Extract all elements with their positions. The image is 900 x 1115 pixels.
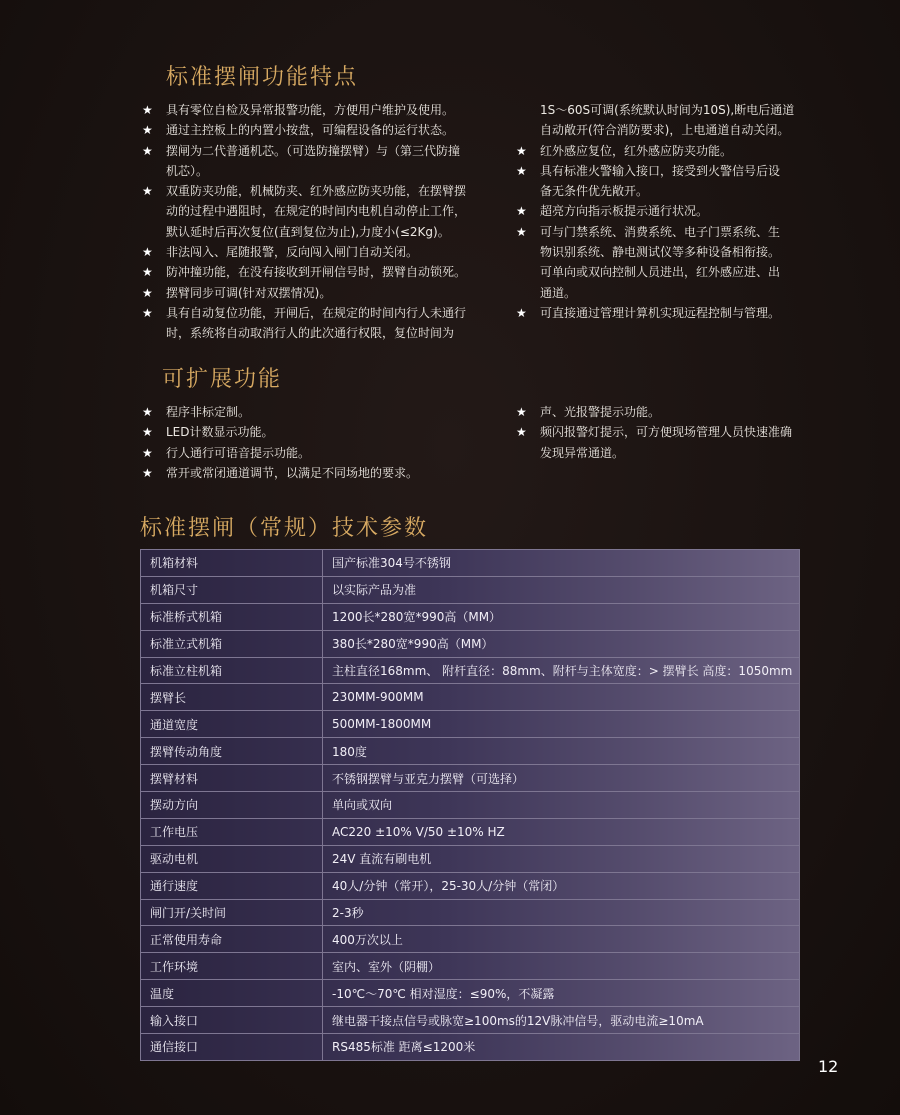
- feature-text: 通过主控板上的内置小按盘，可编程设备的运行状态。: [166, 123, 455, 138]
- feature-item: [516, 222, 806, 242]
- feature-text: 发现异常通道。: [540, 445, 625, 460]
- star-icon: ★: [516, 163, 527, 178]
- spec-value: 230MM-900MM: [323, 684, 800, 711]
- spec-value: 国产标准304号不锈钢: [323, 550, 800, 577]
- feature-text: 具有自动复位功能，开闸后，在规定的时间内行人未通行: [166, 305, 467, 320]
- spec-row: [141, 980, 800, 1007]
- feature-item: [516, 422, 806, 442]
- feature-text: 摆闸为二代普通机芯。（可选防撞摆臂）与（第三代防撞: [166, 143, 461, 158]
- spec-row: [141, 953, 800, 980]
- star-icon: ★: [516, 405, 527, 419]
- spec-row: [141, 738, 800, 765]
- feature-text: 双重防夹功能，机械防夹、红外感应防夹功能，在摆臂摆: [166, 184, 467, 199]
- spec-row: [141, 550, 800, 577]
- spec-row: [141, 630, 800, 657]
- spec-value: 以实际产品为准: [323, 576, 800, 603]
- feature-item: [142, 201, 512, 221]
- features-title: 标准摆闸功能特点: [166, 65, 359, 90]
- feature-item: [516, 262, 806, 282]
- feature-text: 可与门禁系统、消费系统、电子门票系统、生: [540, 224, 781, 239]
- feature-item: [142, 141, 512, 161]
- feature-item: [142, 120, 512, 140]
- spec-value: 24V 直流有刷电机: [323, 845, 800, 872]
- star-icon: ★: [142, 405, 153, 419]
- star-icon: ★: [142, 445, 153, 460]
- spec-key: 摆臂长: [141, 684, 323, 711]
- spec-row: [141, 711, 800, 738]
- spec-value: 室内、室外（阴棚）: [323, 953, 800, 980]
- feature-text: 默认延时后再次复位(直到复位为止),力度小(≤2Kg)。: [166, 224, 450, 239]
- feature-item: [516, 100, 806, 120]
- specs-title: 标准摆闸（常规）技术参数: [140, 516, 429, 541]
- feature-item: [516, 283, 806, 303]
- spec-value: AC220 ±10% V/50 ±10% HZ: [323, 818, 800, 845]
- feature-item: [516, 161, 806, 181]
- feature-item: [516, 201, 806, 221]
- feature-text: 可单向或双向控制人员进出，红外感应进、出: [540, 265, 781, 280]
- spec-value: 不锈钢摆臂与亚克力摆臂（可选择）: [323, 765, 800, 792]
- spec-value: 1200长*280宽*990高（MM）: [323, 603, 800, 630]
- feature-item: [516, 242, 806, 262]
- star-icon: ★: [142, 305, 153, 320]
- spec-key: 通信接口: [141, 1034, 323, 1061]
- star-icon: ★: [142, 285, 153, 300]
- extended-left-column: [142, 402, 512, 483]
- spec-key: 机箱尺寸: [141, 576, 323, 603]
- spec-value: 380长*280宽*990高（MM）: [323, 630, 800, 657]
- spec-row: [141, 926, 800, 953]
- star-icon: ★: [516, 204, 527, 219]
- feature-item: [142, 443, 512, 463]
- feature-text: 常开或常闭通道调节，以满足不同场地的要求。: [166, 465, 419, 480]
- feature-text: 行人通行可语音提示功能。: [166, 445, 311, 460]
- extended-right-list: [516, 402, 806, 463]
- features-right-column: [516, 100, 806, 323]
- spec-key: 通行速度: [141, 872, 323, 899]
- feature-text: 机芯）。: [166, 163, 209, 178]
- feature-item: [142, 262, 512, 282]
- features-left-list: [142, 100, 512, 344]
- feature-text: 1S～60S可调(系统默认时间为10S),断电后通道: [540, 103, 795, 117]
- feature-item: [142, 222, 512, 242]
- spec-row: [141, 899, 800, 926]
- spec-key: 温度: [141, 980, 323, 1007]
- spec-value: RS485标准 距离≤1200米: [323, 1034, 800, 1061]
- feature-text: 时，系统将自动取消行人的此次通行权限，复位时间为: [166, 326, 455, 341]
- feature-item: [142, 181, 512, 201]
- spec-value: 2-3秒: [323, 899, 800, 926]
- star-icon: ★: [142, 123, 153, 138]
- feature-item: [142, 303, 512, 323]
- feature-text: 超亮方向指示板提示通行状况。: [540, 204, 709, 219]
- feature-text: 非法闯入、尾随报警，反向闯入闸门自动关闭。: [166, 245, 419, 260]
- feature-text: LED计数显示功能。: [166, 425, 274, 440]
- spec-key: 机箱材料: [141, 550, 323, 577]
- spec-key: 驱动电机: [141, 845, 323, 872]
- spec-value: 500MM-1800MM: [323, 711, 800, 738]
- spec-value: 主柱直径168mm、 附杆直径：88mm、附杆与主体宽度：> 摆臂长 高度：1050mm: [323, 657, 800, 684]
- star-icon: ★: [142, 184, 153, 199]
- star-icon: ★: [516, 305, 527, 320]
- spec-value: 180度: [323, 738, 800, 765]
- spec-key: 工作环境: [141, 953, 323, 980]
- spec-row: [141, 792, 800, 819]
- spec-value: -10℃～70℃ 相对湿度：≤90%，不凝露: [323, 980, 800, 1007]
- spec-row: [141, 576, 800, 603]
- feature-item: [516, 443, 806, 463]
- spec-key: 标准立式机箱: [141, 630, 323, 657]
- features-left-column: [142, 100, 512, 344]
- extended-title: 可扩展功能: [162, 367, 283, 392]
- feature-item: [516, 303, 806, 323]
- feature-text: 摆臂同步可调(针对双摆情况)。: [166, 285, 332, 300]
- star-icon: ★: [516, 143, 527, 158]
- feature-text: 备无条件优先敞开。: [540, 184, 649, 199]
- extended-right-column: [516, 402, 806, 463]
- feature-text: 红外感应复位，红外感应防夹功能。: [540, 143, 733, 158]
- feature-text: 物识别系统、静电测试仪等多种设备相衔接。: [540, 245, 781, 260]
- spec-row: [141, 684, 800, 711]
- spec-row: [141, 1007, 800, 1034]
- spec-row: [141, 765, 800, 792]
- feature-text: 通道。: [540, 285, 577, 300]
- feature-text: 可直接通过管理计算机实现远程控制与管理。: [540, 305, 781, 320]
- spec-key: 标准立柱机箱: [141, 657, 323, 684]
- spec-key: 标准桥式机箱: [141, 603, 323, 630]
- feature-item: [516, 120, 806, 140]
- feature-text: 频闪报警灯提示，可方便现场管理人员快速准确: [540, 425, 793, 440]
- feature-item: [142, 100, 512, 120]
- spec-key: 通道宽度: [141, 711, 323, 738]
- star-icon: ★: [142, 425, 153, 440]
- star-icon: ★: [516, 425, 527, 440]
- feature-text: 具有标准火警输入接口，接受到火警信号后设: [540, 163, 781, 178]
- feature-text: 动的过程中遇阻时，在规定的时间内电机自动停止工作，: [166, 204, 467, 219]
- star-icon: ★: [516, 224, 527, 239]
- spec-value: 单向或双向: [323, 792, 800, 819]
- feature-item: [142, 323, 512, 343]
- feature-item: [142, 283, 512, 303]
- star-icon: ★: [142, 465, 153, 480]
- extended-left-list: [142, 402, 512, 483]
- spec-key: 摆臂传动角度: [141, 738, 323, 765]
- feature-item: [516, 181, 806, 201]
- spec-row: [141, 845, 800, 872]
- spec-value: 400万次以上: [323, 926, 800, 953]
- spec-value: 40人/分钟（常开），25-30人/分钟（常闭）: [323, 872, 800, 899]
- feature-text: 自动敞开(符合消防要求)，上电通道自动关闭。: [540, 123, 790, 138]
- star-icon: ★: [142, 143, 153, 158]
- feature-text: 程序非标定制。: [166, 405, 251, 419]
- feature-item: [142, 161, 512, 181]
- page-number: 12: [818, 1057, 839, 1076]
- spec-key: 输入接口: [141, 1007, 323, 1034]
- spec-key: 闸门开/关时间: [141, 899, 323, 926]
- feature-text: 声、光报警提示功能。: [540, 405, 661, 419]
- spec-row: [141, 603, 800, 630]
- feature-text: 具有零位自检及异常报警功能，方便用户维护及使用。: [166, 103, 455, 117]
- star-icon: ★: [142, 103, 153, 117]
- spec-key: 摆动方向: [141, 792, 323, 819]
- feature-item: [516, 141, 806, 161]
- spec-row: [141, 1034, 800, 1061]
- spec-value: 继电器干接点信号或脉宽≥100ms的12V脉冲信号，驱动电流≥10mA: [323, 1007, 800, 1034]
- star-icon: ★: [142, 245, 153, 260]
- feature-item: [516, 402, 806, 422]
- feature-item: [142, 402, 512, 422]
- feature-item: [142, 422, 512, 442]
- spec-key: 工作电压: [141, 818, 323, 845]
- spec-row: [141, 872, 800, 899]
- feature-item: [142, 463, 512, 483]
- features-right-list: [516, 100, 806, 323]
- spec-row: [141, 818, 800, 845]
- spec-key: 摆臂材料: [141, 765, 323, 792]
- feature-item: [142, 242, 512, 262]
- feature-text: 防冲撞功能，在没有接收到开闸信号时，摆臂自动锁死。: [166, 265, 467, 280]
- star-icon: ★: [142, 265, 153, 280]
- specs-table: [140, 549, 800, 1061]
- spec-key: 正常使用寿命: [141, 926, 323, 953]
- spec-row: [141, 657, 800, 684]
